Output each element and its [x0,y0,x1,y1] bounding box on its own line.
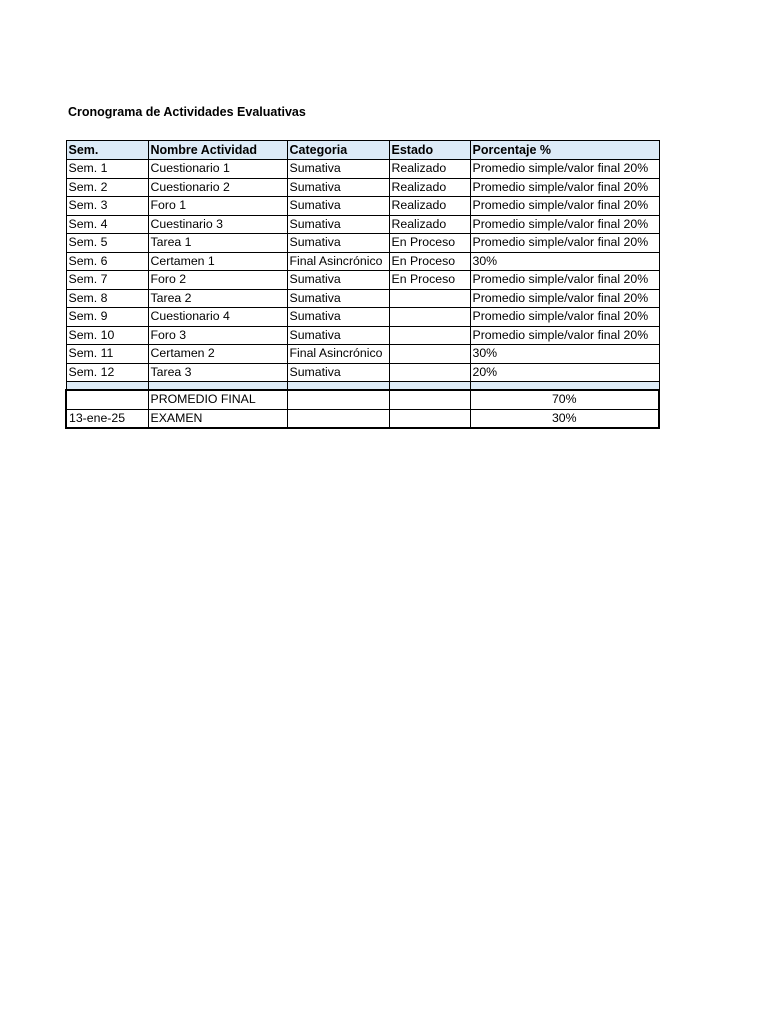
header-sem[interactable]: Sem. [66,141,148,160]
cell-categoria[interactable]: Sumativa [287,178,389,197]
cell-sem[interactable]: Sem. 4 [66,215,148,234]
spacer-cell [287,382,389,391]
cell-categoria[interactable]: Sumativa [287,215,389,234]
cell-nombre-actividad[interactable]: Cuestionario 4 [148,308,287,327]
cell-nombre-actividad[interactable]: Cuestionario 2 [148,178,287,197]
cell-sem[interactable]: Sem. 10 [66,326,148,345]
cell-estado[interactable] [389,390,470,409]
table-row [66,215,659,234]
cell-estado[interactable]: Realizado [389,160,470,179]
table-row [66,197,659,216]
cell-nombre-actividad[interactable]: Foro 1 [148,197,287,216]
cell-estado[interactable] [389,308,470,327]
cell-nombre-actividad[interactable]: PROMEDIO FINAL [148,390,287,409]
cell-sem[interactable]: Sem. 11 [66,345,148,364]
cell-categoria[interactable]: Sumativa [287,234,389,253]
cell-nombre-actividad[interactable]: Cuestionario 1 [148,160,287,179]
spacer-cell [66,382,148,391]
header-porcentaje-symbol: % [539,142,552,157]
cell-porcentaje[interactable]: Promedio simple/valor final 20% [470,326,659,345]
cell-categoria[interactable]: Sumativa [287,197,389,216]
cell-nombre-actividad[interactable]: Foro 2 [148,271,287,290]
cell-estado[interactable] [389,345,470,364]
table-row [66,289,659,308]
cell-sem[interactable]: Sem. 7 [66,271,148,290]
table-row [66,234,659,253]
table-row [66,160,659,179]
cell-sem[interactable]: Sem. 5 [66,234,148,253]
table-row [66,252,659,271]
cell-porcentaje[interactable]: Promedio simple/valor final 20% [470,234,659,253]
document-title: Cronograma de Actividades Evaluativas [68,105,306,119]
cell-porcentaje[interactable]: 30% [470,409,659,428]
cell-categoria[interactable]: Sumativa [287,289,389,308]
cell-estado[interactable]: En Proceso [389,252,470,271]
cell-porcentaje[interactable]: Promedio simple/valor final 20% [470,308,659,327]
cell-nombre-actividad[interactable]: Tarea 2 [148,289,287,308]
table-row [66,363,659,382]
cell-nombre-actividad[interactable]: Tarea 1 [148,234,287,253]
table-row [66,308,659,327]
cell-nombre-actividad[interactable]: Cuestinario 3 [148,215,287,234]
cell-porcentaje[interactable]: 20% [470,363,659,382]
cell-sem[interactable]: Sem. 6 [66,252,148,271]
cell-porcentaje[interactable]: Promedio simple/valor final 20% [470,178,659,197]
header-porcentaje-label: Porcentaje [472,142,537,157]
table-row [66,345,659,364]
spacer-cell [148,382,287,391]
activity-rows [66,160,659,391]
summary-row [66,409,659,428]
cell-nombre-actividad[interactable]: Tarea 3 [148,363,287,382]
cell-porcentaje[interactable]: Promedio simple/valor final 20% [470,289,659,308]
cell-estado[interactable] [389,363,470,382]
cell-categoria[interactable]: Sumativa [287,363,389,382]
header-nombre-actividad[interactable]: Nombre Actividad [148,141,287,160]
cell-estado[interactable] [389,289,470,308]
cell-porcentaje[interactable]: 30% [470,252,659,271]
cell-categoria[interactable]: Sumativa [287,160,389,179]
summary-rows [66,390,659,428]
table-row [66,178,659,197]
cell-estado[interactable]: Realizado [389,197,470,216]
cell-porcentaje[interactable]: Promedio simple/valor final 20% [470,160,659,179]
table-header-row [66,141,659,160]
cell-categoria[interactable]: Sumativa [287,271,389,290]
header-estado[interactable]: Estado [389,141,470,160]
cell-porcentaje[interactable]: Promedio simple/valor final 20% [470,215,659,234]
cell-nombre-actividad[interactable]: Foro 3 [148,326,287,345]
cell-sem[interactable]: Sem. 2 [66,178,148,197]
cell-categoria[interactable]: Final Asincrónico [287,252,389,271]
cell-nombre-actividad[interactable]: Certamen 1 [148,252,287,271]
cell-nombre-actividad[interactable]: EXAMEN [148,409,287,428]
cell-sem[interactable]: Sem. 12 [66,363,148,382]
cell-sem[interactable]: Sem. 3 [66,197,148,216]
cell-categoria[interactable]: Sumativa [287,326,389,345]
spacer-cell [470,382,659,391]
summary-row [66,390,659,409]
cell-sem[interactable]: 13-ene-25 [66,409,148,428]
cell-porcentaje[interactable]: Promedio simple/valor final 20% [470,271,659,290]
table-row [66,271,659,290]
cell-categoria[interactable] [287,390,389,409]
cell-estado[interactable]: En Proceso [389,234,470,253]
cell-estado[interactable] [389,326,470,345]
spacer-row [66,382,659,391]
table-row [66,326,659,345]
spacer-cell [389,382,470,391]
cell-estado[interactable]: En Proceso [389,271,470,290]
cell-estado[interactable]: Realizado [389,215,470,234]
cell-sem[interactable]: Sem. 1 [66,160,148,179]
cell-sem[interactable]: Sem. 8 [66,289,148,308]
cell-sem[interactable] [66,390,148,409]
cell-categoria[interactable] [287,409,389,428]
cell-porcentaje[interactable]: Promedio simple/valor final 20% [470,197,659,216]
header-categoria[interactable]: Categoria [287,141,389,160]
cell-categoria[interactable]: Sumativa [287,308,389,327]
header-porcentaje[interactable] [470,141,659,160]
cell-nombre-actividad[interactable]: Certamen 2 [148,345,287,364]
activities-table [65,140,660,429]
cell-sem[interactable]: Sem. 9 [66,308,148,327]
cell-porcentaje[interactable]: 70% [470,390,659,409]
cell-categoria[interactable]: Final Asincrónico [287,345,389,364]
cell-estado[interactable] [389,409,470,428]
cell-porcentaje[interactable]: 30% [470,345,659,364]
cell-estado[interactable]: Realizado [389,178,470,197]
